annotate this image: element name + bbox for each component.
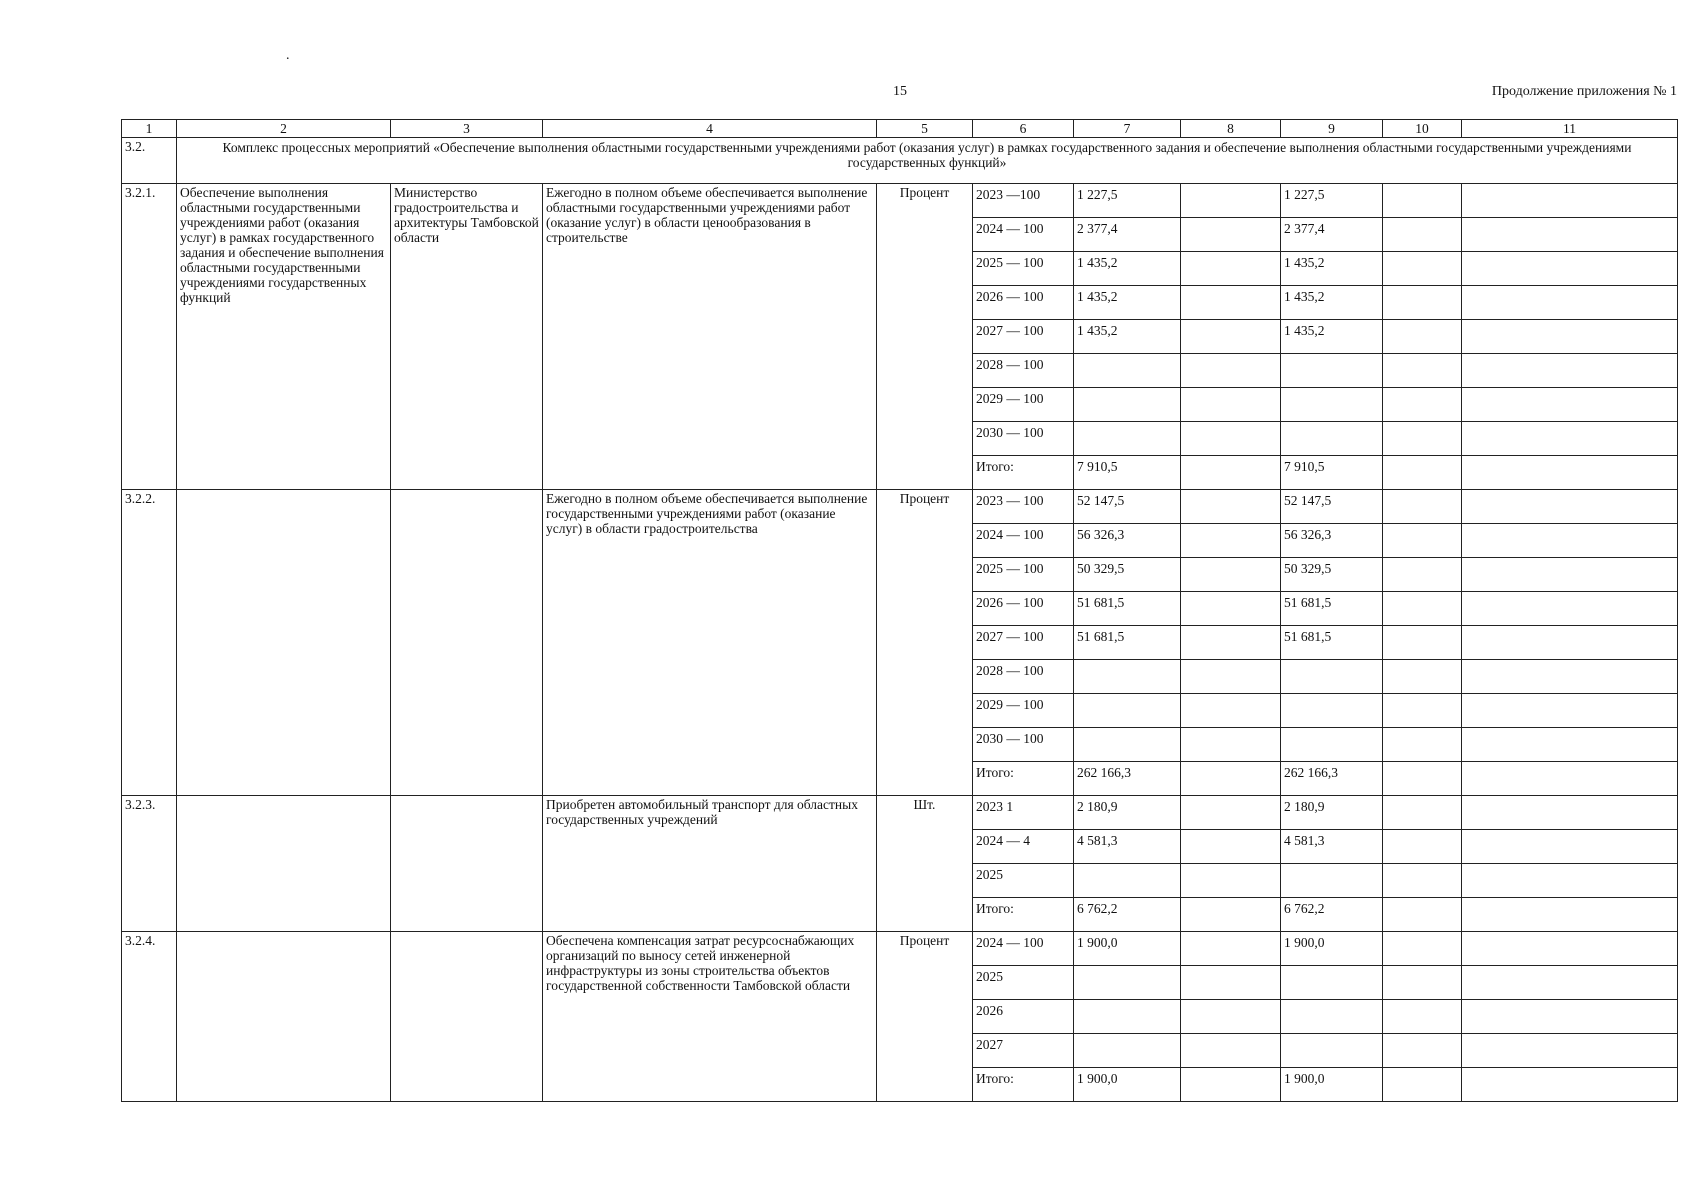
row-col8 (1181, 660, 1281, 694)
row-col10 (1383, 422, 1462, 456)
row-col8 (1181, 898, 1281, 932)
row-regional-budget: 52 147,5 (1281, 490, 1383, 524)
row-year-value: 2024 — 4 (973, 830, 1074, 864)
row-total: 6 762,2 (1074, 898, 1181, 932)
row-regional-budget (1281, 422, 1383, 456)
row-col10 (1383, 592, 1462, 626)
row-col10 (1383, 796, 1462, 830)
row-total (1074, 354, 1181, 388)
row-regional-budget: 1 435,2 (1281, 286, 1383, 320)
row-regional-budget: 51 681,5 (1281, 592, 1383, 626)
row-regional-budget: 51 681,5 (1281, 626, 1383, 660)
row-regional-budget (1281, 354, 1383, 388)
row-col8 (1181, 218, 1281, 252)
row-year-value: Итого: (973, 898, 1074, 932)
row-col10 (1383, 286, 1462, 320)
row-year-value: Итого: (973, 762, 1074, 796)
row-regional-budget (1281, 1000, 1383, 1034)
row-result: Ежегодно в полном объеме обеспечивается выполнение областными государственными учреждениями работ (оказание услуг) в области ценообразования в строительстве (543, 184, 877, 490)
row-total: 1 435,2 (1074, 286, 1181, 320)
row-year-value: 2024 — 100 (973, 218, 1074, 252)
section-code: 3.2. (122, 138, 177, 184)
row-responsible (391, 490, 543, 796)
row-year-value: 2025 (973, 864, 1074, 898)
row-year-value: 2028 — 100 (973, 660, 1074, 694)
row-total (1074, 864, 1181, 898)
continuation-label: Продолжение приложения № 1 (1491, 84, 1677, 99)
row-year-value: 2023 — 100 (973, 490, 1074, 524)
row-col11 (1462, 864, 1678, 898)
row-col11 (1462, 626, 1678, 660)
row-regional-budget: 1 900,0 (1281, 932, 1383, 966)
row-event-name (177, 796, 391, 932)
section-title: Комплекс процессных мероприятий «Обеспечение выполнения областными государственными учреждениями работ (оказания услуг) в рамках государственного задания и обеспечение выполнения областными государственными учреждениями государственных функций» (177, 138, 1678, 184)
row-col11 (1462, 1034, 1678, 1068)
row-col8 (1181, 354, 1281, 388)
row-col11 (1462, 388, 1678, 422)
row-regional-budget (1281, 864, 1383, 898)
row-col8 (1181, 592, 1281, 626)
row-result: Приобретен автомобильный транспорт для областных государственных учреждений (543, 796, 877, 932)
row-regional-budget: 4 581,3 (1281, 830, 1383, 864)
row-regional-budget (1281, 388, 1383, 422)
row-code: 3.2.2. (122, 490, 177, 796)
row-year-value: 2025 — 100 (973, 252, 1074, 286)
row-col10 (1383, 252, 1462, 286)
row-col8 (1181, 456, 1281, 490)
row-total (1074, 660, 1181, 694)
row-col11 (1462, 422, 1678, 456)
row-col8 (1181, 830, 1281, 864)
header-cell-4: 4 (543, 120, 877, 138)
row-total: 262 166,3 (1074, 762, 1181, 796)
row-result: Обеспечена компенсация затрат ресурсоснабжающих организаций по выносу сетей инженерной инфраструктуры из зоны строительства объектов государственной собственности Тамбовской области (543, 932, 877, 1102)
row-col10 (1383, 354, 1462, 388)
row-col8 (1181, 558, 1281, 592)
row-col10 (1383, 966, 1462, 1000)
row-col10 (1383, 524, 1462, 558)
row-event-name (177, 490, 391, 796)
row-total (1074, 694, 1181, 728)
row-col11 (1462, 830, 1678, 864)
row-col10 (1383, 218, 1462, 252)
row-col10 (1383, 490, 1462, 524)
row-col8 (1181, 524, 1281, 558)
row-col8 (1181, 1034, 1281, 1068)
row-year-value: 2028 — 100 (973, 354, 1074, 388)
row-year-value: 2027 — 100 (973, 626, 1074, 660)
row-total: 2 180,9 (1074, 796, 1181, 830)
row-year-value: 2026 — 100 (973, 286, 1074, 320)
row-year-value: 2024 — 100 (973, 932, 1074, 966)
row-col11 (1462, 762, 1678, 796)
row-regional-budget (1281, 660, 1383, 694)
row-col10 (1383, 1068, 1462, 1102)
header-cell-6: 6 (973, 120, 1074, 138)
row-col10 (1383, 898, 1462, 932)
row-total (1074, 728, 1181, 762)
table-body (122, 120, 1678, 1102)
row-responsible (391, 796, 543, 932)
row-year-value: Итого: (973, 456, 1074, 490)
row-total: 56 326,3 (1074, 524, 1181, 558)
row-col11 (1462, 490, 1678, 524)
row-total: 1 227,5 (1074, 184, 1181, 218)
row-unit: Процент (877, 490, 973, 796)
row-regional-budget: 2 180,9 (1281, 796, 1383, 830)
row-col10 (1383, 388, 1462, 422)
row-regional-budget: 56 326,3 (1281, 524, 1383, 558)
row-year-value: 2023 —100 (973, 184, 1074, 218)
row-year-value: 2030 — 100 (973, 728, 1074, 762)
row-col10 (1383, 660, 1462, 694)
row-col11 (1462, 320, 1678, 354)
row-col10 (1383, 762, 1462, 796)
row-col11 (1462, 932, 1678, 966)
row-total: 1 435,2 (1074, 320, 1181, 354)
row-event-name: Обеспечение выполнения областными государственными учреждениями работ (оказания услуг) в рамках государственного задания и обеспечение выполнения областными государственными учреждениями государственных функций (177, 184, 391, 490)
row-year-value: 2025 — 100 (973, 558, 1074, 592)
row-code: 3.2.4. (122, 932, 177, 1102)
row-col11 (1462, 898, 1678, 932)
stray-mark: . (286, 48, 290, 63)
row-col8 (1181, 796, 1281, 830)
row-col8 (1181, 1000, 1281, 1034)
row-regional-budget (1281, 966, 1383, 1000)
row-year-value: 2025 (973, 966, 1074, 1000)
row-total: 7 910,5 (1074, 456, 1181, 490)
page-number: 15 (893, 84, 907, 99)
row-col11 (1462, 456, 1678, 490)
row-regional-budget: 262 166,3 (1281, 762, 1383, 796)
row-col10 (1383, 1034, 1462, 1068)
row-col10 (1383, 932, 1462, 966)
row-regional-budget: 1 435,2 (1281, 320, 1383, 354)
row-col10 (1383, 456, 1462, 490)
row-regional-budget: 1 227,5 (1281, 184, 1383, 218)
header-cell-11: 11 (1462, 120, 1678, 138)
row-unit: Процент (877, 184, 973, 490)
row-year-value: 2029 — 100 (973, 388, 1074, 422)
header-cell-8: 8 (1181, 120, 1281, 138)
row-regional-budget: 2 377,4 (1281, 218, 1383, 252)
row-responsible (391, 932, 543, 1102)
row-regional-budget (1281, 728, 1383, 762)
row-regional-budget (1281, 694, 1383, 728)
row-year-value: 2030 — 100 (973, 422, 1074, 456)
row-col8 (1181, 728, 1281, 762)
row-year-value: 2027 (973, 1034, 1074, 1068)
row-col10 (1383, 1000, 1462, 1034)
row-col11 (1462, 592, 1678, 626)
row-code: 3.2.3. (122, 796, 177, 932)
row-result: Ежегодно в полном объеме обеспечивается выполнение государственными учреждениями работ (оказание услуг) в области градостроительства (543, 490, 877, 796)
table-row (122, 796, 1678, 830)
row-year-value: 2024 — 100 (973, 524, 1074, 558)
header-cell-3: 3 (391, 120, 543, 138)
row-total: 50 329,5 (1074, 558, 1181, 592)
header-row (122, 120, 1678, 138)
row-total (1074, 422, 1181, 456)
row-col10 (1383, 320, 1462, 354)
row-total: 1 900,0 (1074, 1068, 1181, 1102)
header-cell-5: 5 (877, 120, 973, 138)
row-col8 (1181, 422, 1281, 456)
row-col8 (1181, 626, 1281, 660)
row-year-value: 2026 — 100 (973, 592, 1074, 626)
row-col10 (1383, 830, 1462, 864)
row-col8 (1181, 932, 1281, 966)
row-unit: Процент (877, 932, 973, 1102)
row-col10 (1383, 728, 1462, 762)
row-col11 (1462, 354, 1678, 388)
row-col11 (1462, 1000, 1678, 1034)
row-total: 2 377,4 (1074, 218, 1181, 252)
row-col11 (1462, 558, 1678, 592)
row-col10 (1383, 558, 1462, 592)
row-total: 4 581,3 (1074, 830, 1181, 864)
row-regional-budget: 1 435,2 (1281, 252, 1383, 286)
table-row (122, 184, 1678, 218)
header-cell-2: 2 (177, 120, 391, 138)
row-total (1074, 1000, 1181, 1034)
row-col11 (1462, 796, 1678, 830)
row-total (1074, 388, 1181, 422)
row-col8 (1181, 694, 1281, 728)
row-col8 (1181, 286, 1281, 320)
row-col11 (1462, 184, 1678, 218)
row-total (1074, 966, 1181, 1000)
row-total: 1 900,0 (1074, 932, 1181, 966)
row-col10 (1383, 626, 1462, 660)
row-col10 (1383, 694, 1462, 728)
row-total: 1 435,2 (1074, 252, 1181, 286)
row-year-value: 2026 (973, 1000, 1074, 1034)
header-cell-1: 1 (122, 120, 177, 138)
header-cell-7: 7 (1074, 120, 1181, 138)
row-col8 (1181, 1068, 1281, 1102)
row-regional-budget: 6 762,2 (1281, 898, 1383, 932)
row-col10 (1383, 184, 1462, 218)
program-table (121, 119, 1678, 1102)
row-col8 (1181, 490, 1281, 524)
row-col8 (1181, 320, 1281, 354)
header-cell-9: 9 (1281, 120, 1383, 138)
row-unit: Шт. (877, 796, 973, 932)
row-col11 (1462, 660, 1678, 694)
row-col11 (1462, 966, 1678, 1000)
row-total: 51 681,5 (1074, 626, 1181, 660)
section-row (122, 138, 1678, 184)
row-responsible: Министерство градостроительства и архитектуры Тамбовской области (391, 184, 543, 490)
row-regional-budget: 1 900,0 (1281, 1068, 1383, 1102)
row-year-value: Итого: (973, 1068, 1074, 1102)
row-year-value: 2029 — 100 (973, 694, 1074, 728)
row-col10 (1383, 864, 1462, 898)
row-col11 (1462, 1068, 1678, 1102)
row-col8 (1181, 388, 1281, 422)
row-col11 (1462, 694, 1678, 728)
row-total: 51 681,5 (1074, 592, 1181, 626)
row-year-value: 2027 — 100 (973, 320, 1074, 354)
row-col11 (1462, 524, 1678, 558)
row-col8 (1181, 762, 1281, 796)
row-col8 (1181, 864, 1281, 898)
row-total: 52 147,5 (1074, 490, 1181, 524)
row-col8 (1181, 184, 1281, 218)
row-col8 (1181, 966, 1281, 1000)
row-regional-budget: 50 329,5 (1281, 558, 1383, 592)
row-regional-budget (1281, 1034, 1383, 1068)
row-col11 (1462, 728, 1678, 762)
row-total (1074, 1034, 1181, 1068)
row-col8 (1181, 252, 1281, 286)
table-row (122, 932, 1678, 966)
row-regional-budget: 7 910,5 (1281, 456, 1383, 490)
row-code: 3.2.1. (122, 184, 177, 490)
row-col11 (1462, 252, 1678, 286)
row-event-name (177, 932, 391, 1102)
row-col11 (1462, 286, 1678, 320)
header-cell-10: 10 (1383, 120, 1462, 138)
row-col11 (1462, 218, 1678, 252)
row-year-value: 2023 1 (973, 796, 1074, 830)
table-row (122, 490, 1678, 524)
